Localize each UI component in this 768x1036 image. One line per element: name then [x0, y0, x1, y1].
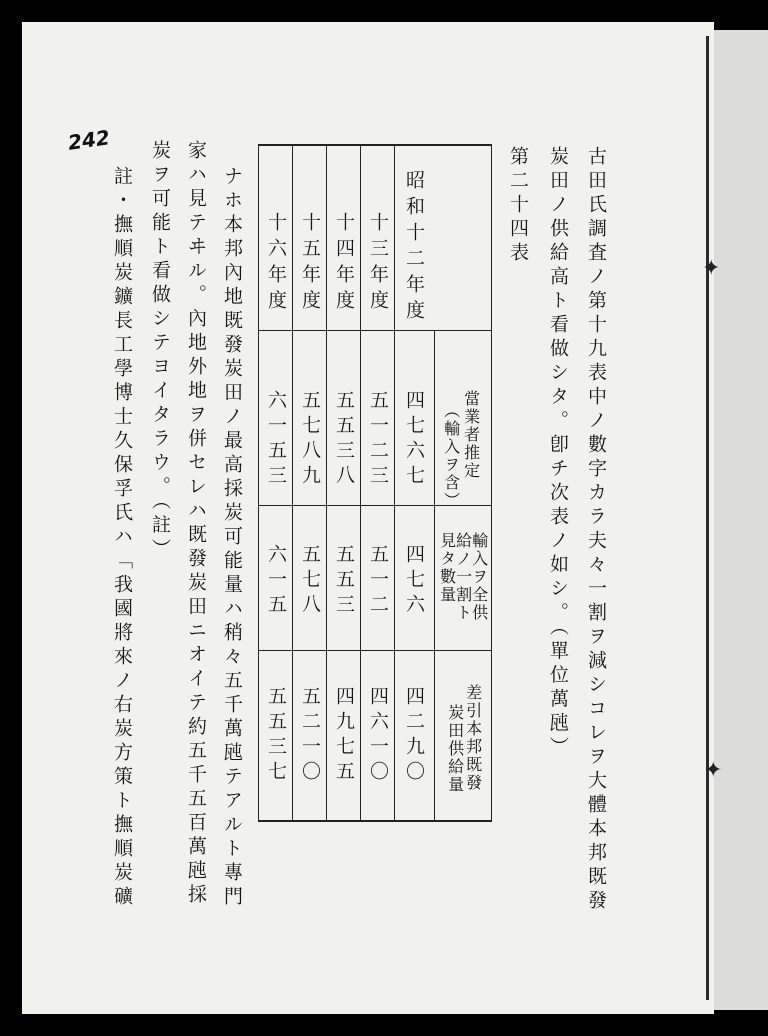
next-page-margin [714, 30, 768, 1010]
binding-mark-bottom: ✦ [704, 758, 723, 783]
table-row-rule-1 [292, 144, 293, 822]
header-import-a: 輸入ヲ全供 [469, 532, 489, 622]
cell-net: 四二九〇 [403, 686, 425, 786]
page-fold-line [706, 36, 709, 1000]
cell-supply: 四七六 [403, 544, 425, 619]
body-text-column-1: 古田氏調査ノ第十九表中ノ數字カラ夫々一割ヲ減シコレヲ大體本邦既發 [585, 146, 607, 914]
cell-supply: 六一五 [265, 544, 287, 619]
body-text-column-5: 家ハ見テヰル。內地外地ヲ併セレハ既發炭田ニオイテ約五千五百萬瓲採 [185, 140, 207, 908]
cell-net: 五五三七 [265, 686, 287, 786]
cell-supply: 五五三 [333, 544, 355, 619]
table-header-rule [434, 330, 435, 822]
header-estimate-note: （輸入ヲ含） [441, 402, 461, 510]
cell-estimate: 五七八九 [299, 390, 321, 490]
cell-net: 五二一〇 [299, 686, 321, 786]
table-row-rule-2 [326, 144, 327, 822]
page-number: 242 [66, 125, 112, 155]
table-row-rule-4 [394, 144, 395, 822]
table-rule-3 [258, 650, 492, 651]
body-text-column-2: 炭田ノ供給高ト看做シタ。卽チ次表ノ如シ。（單位萬瓲） [547, 146, 569, 761]
cell-estimate: 六一五三 [265, 390, 287, 490]
table-left-rule [258, 144, 259, 822]
header-import-b: 給ノ一割ト [453, 532, 473, 622]
table-24 [258, 140, 492, 826]
cell-estimate: 五一二三 [367, 390, 389, 490]
table-row-rule-3 [360, 144, 361, 822]
cell-supply: 五一二 [367, 544, 389, 619]
table-rule-1 [258, 330, 492, 331]
row-year: 十五年度 [299, 212, 321, 316]
table-bottom-rule [258, 820, 492, 822]
row-year: 十四年度 [333, 212, 355, 316]
table-right-rule [491, 144, 492, 822]
table-caption: 第二十四表 [507, 146, 529, 266]
header-estimate: 當業者推定 [461, 390, 481, 480]
row-year: 十六年度 [265, 212, 287, 316]
binding-mark-top: ✦ [702, 256, 721, 281]
cell-net: 四六一〇 [367, 686, 389, 786]
cell-estimate: 四七六七 [403, 390, 425, 490]
header-net-b: 炭田供給量 [445, 704, 465, 794]
cell-supply: 五七八 [299, 544, 321, 619]
footnote-text: 註・撫順炭鑛長工學博士久保孚氏ハ「我國將來ノ右炭方策ト撫順炭礦 [111, 166, 133, 910]
header-import-c: 見タ數量 [437, 532, 457, 604]
header-net-a: 差引本邦既發 [463, 684, 483, 792]
row-year: 昭和十二年度 [403, 170, 425, 326]
body-text-column-4: ナホ本邦內地既發炭田ノ最高採炭可能量ハ稍々五千萬瓲テアルト專門 [221, 166, 243, 910]
row-year: 十三年度 [367, 212, 389, 316]
cell-net: 四九七五 [333, 686, 355, 786]
cell-estimate: 五五三八 [333, 390, 355, 490]
table-top-rule [258, 144, 492, 146]
body-text-column-6: 炭ヲ可能ト看做シテヨイタラウ。（註） [149, 140, 171, 563]
